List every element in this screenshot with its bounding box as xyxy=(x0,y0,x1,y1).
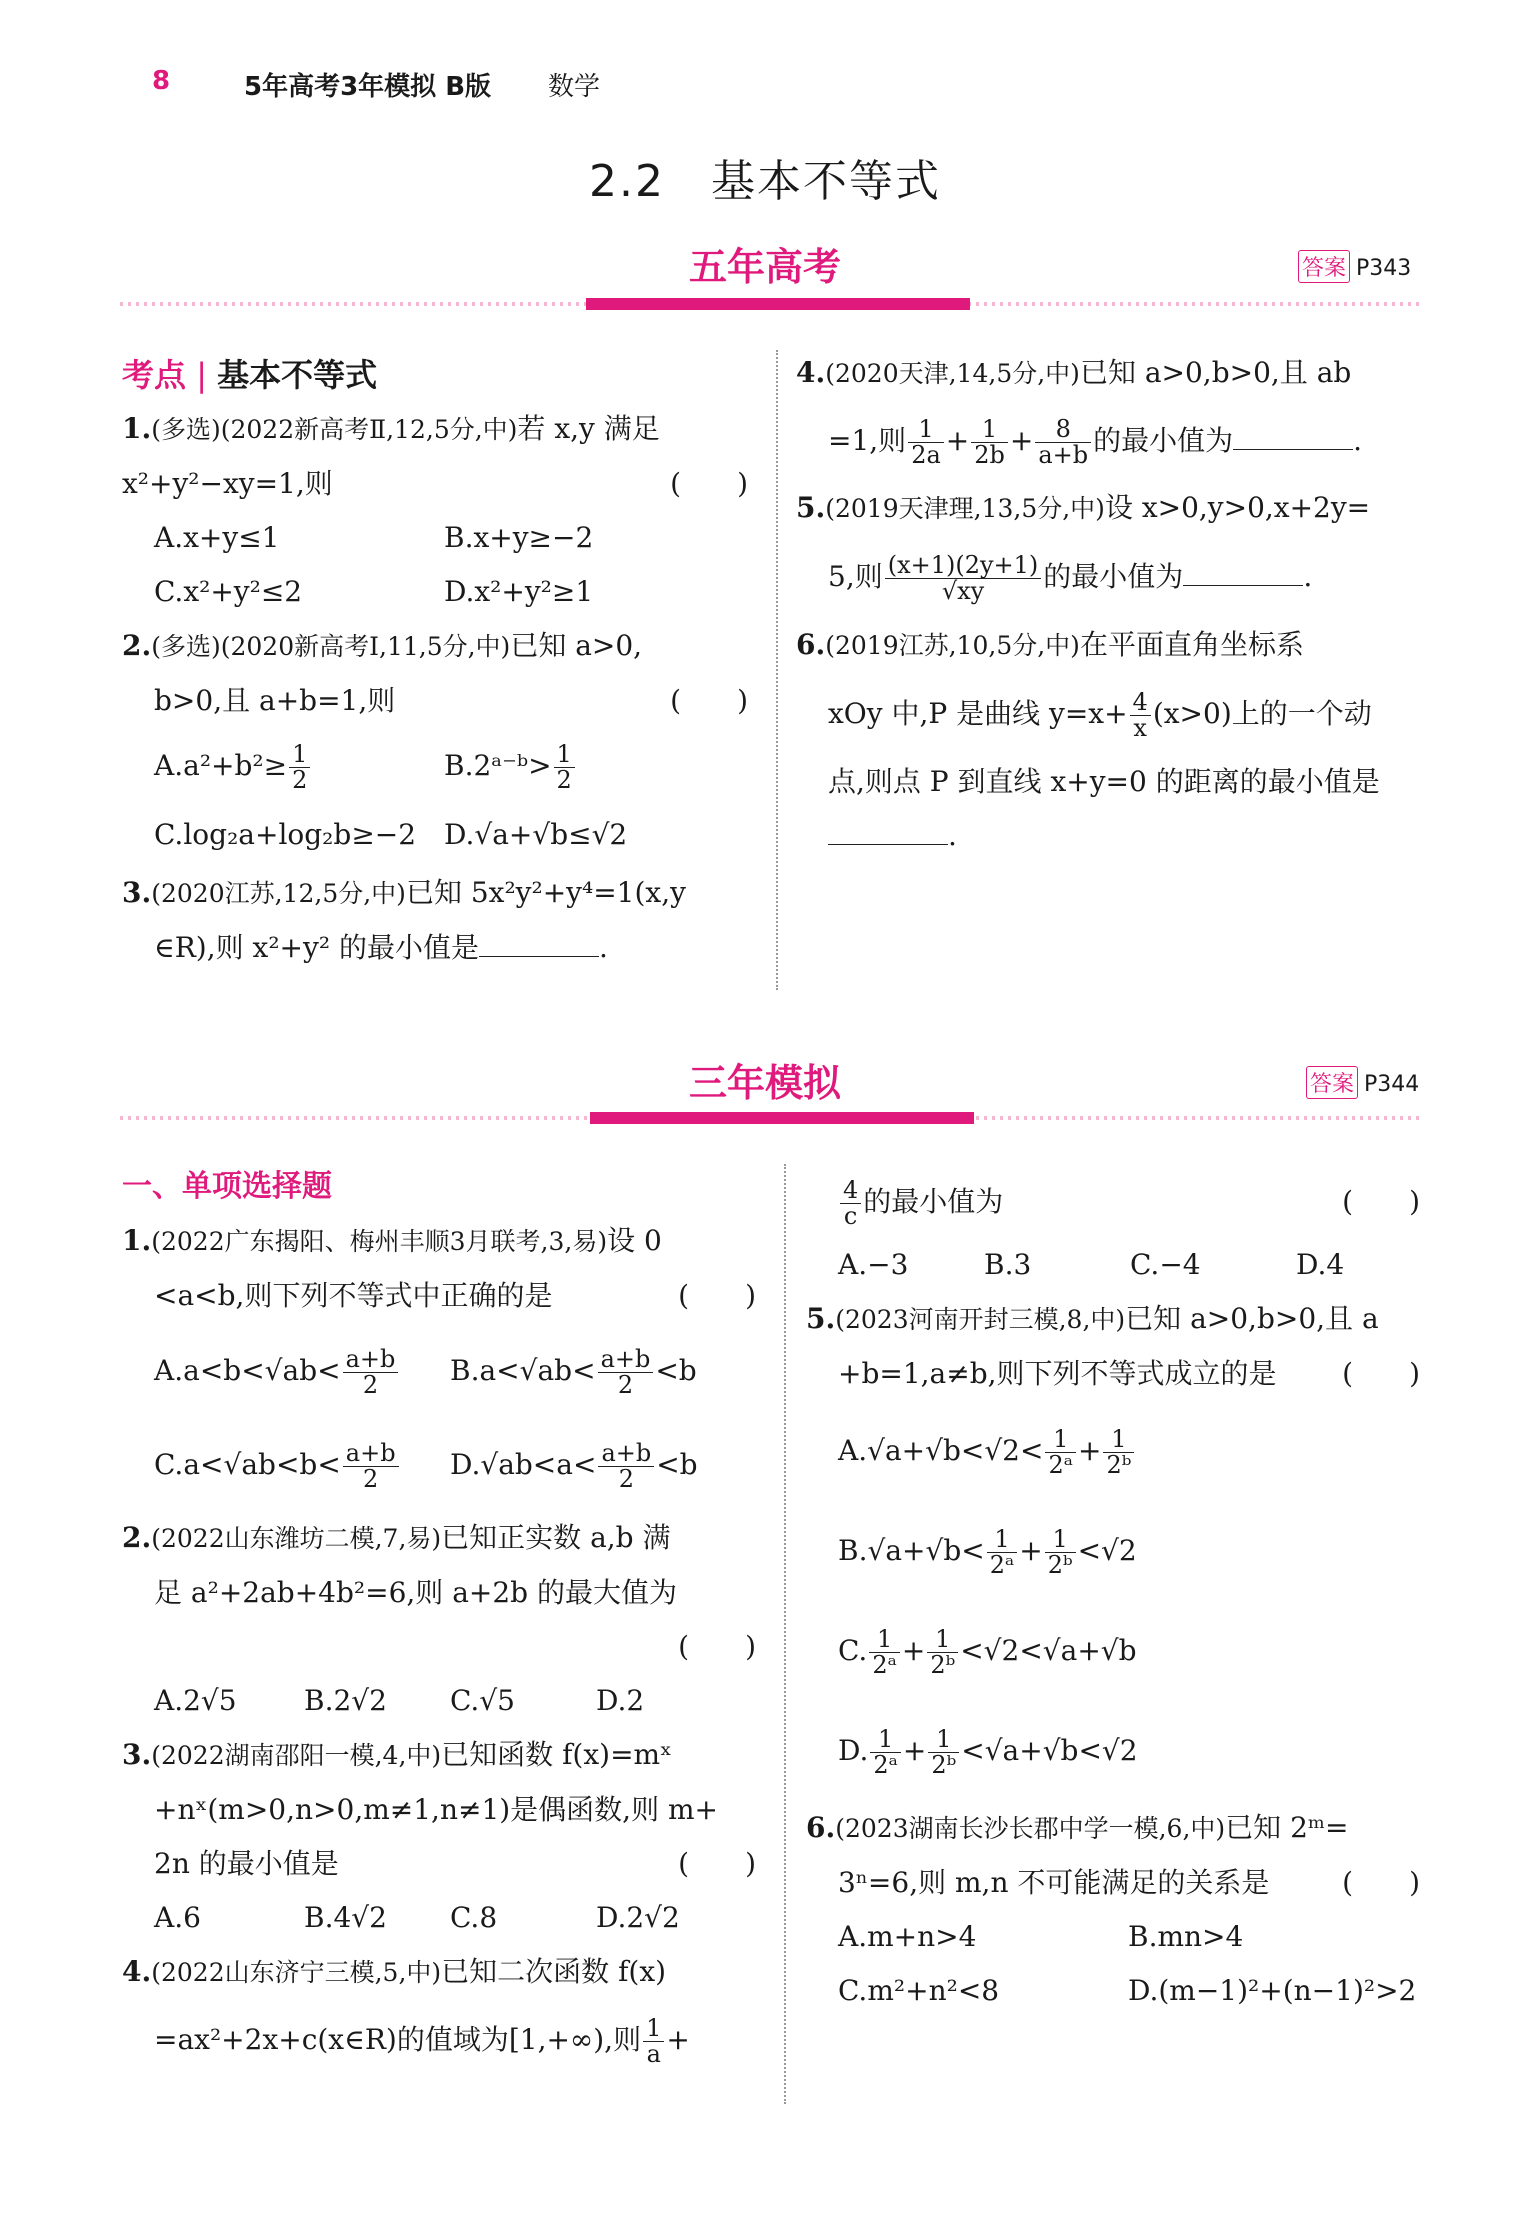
option: C.−4 xyxy=(1130,1248,1201,1281)
book-title: 5年高考3年模拟 B版 xyxy=(244,72,492,102)
column-divider xyxy=(776,350,778,990)
page-number: 8 xyxy=(152,66,171,96)
s2-q5-option-b: B.√a+√b< $\frac{1}{\text{2ᵃ}}$ + $\frac{1}{\text{2ᵇ}}$ <√2 xyxy=(838,1524,1137,1579)
option: D.4 xyxy=(1296,1248,1345,1281)
s1-question-3: 3.(2020江苏,12,5分,中)已知 5x²y²+y⁴=1(x,y xyxy=(122,876,686,909)
option: B.mn>4 xyxy=(1128,1920,1244,1953)
answer-tag: 答案 xyxy=(1306,1066,1358,1099)
section1-left-column: 考点 | 基本不等式 1.(多选)(2022新高考Ⅱ,12,5分,中)若 x,y 满足 x²+y²−xy=1,则 ( ) A.x+y≤1 B.x+y≥−2 C.x²+y²≤2 D.x²+y²≥1 2.(多选)(2020新高考Ⅰ,11,5分,中)已知 a>0, b>0,且 a+b=1,则 ( ) A.a²+b²≥ $\frac{1}{2}$ B.2ᵃ⁻ᵇ> $\frac{1}{2}$ C.log₂a+log₂b≥−2 D.√a+√b≤√2 3.(2020江苏,12,5分,中)已知 5x²y²+y⁴=1(x,y ∈R),则 x²+y² 的最小值是 . xyxy=(122,348,758,975)
option: D.2√2 xyxy=(596,1901,680,1934)
option: A.x+y≤1 xyxy=(154,521,280,554)
running-header xyxy=(0,62,1530,102)
answer-page: P343 xyxy=(1356,256,1412,281)
option: D.(m−1)²+(n−1)²>2 xyxy=(1128,1974,1417,2007)
s2-q5-option-d: D. $\frac{1}{\text{2ᵃ}}$ + $\frac{1}{\text{2ᵇ}}$ <√a+√b<√2 xyxy=(838,1724,1138,1779)
answer-paren: ( ) xyxy=(1342,1185,1420,1218)
s2-q5-option-a: A.√a+√b<√2< $\frac{1}{\text{2ᵃ}}$ + $\frac{1}{\text{2ᵇ}}$ xyxy=(806,1401,1430,1501)
option: A.m+n>4 xyxy=(838,1920,977,1953)
topic-label: 考点 xyxy=(122,356,187,394)
answer-blank xyxy=(828,816,948,845)
section-divider xyxy=(0,298,1530,310)
answer-paren: ( ) xyxy=(670,684,748,717)
s1-q1-options xyxy=(122,511,758,565)
section-divider xyxy=(0,1112,1530,1124)
s2-question-3: 3.(2022湖南邵阳一模,4,中)已知函数 f(x)=mˣ xyxy=(122,1738,672,1771)
option: C.8 xyxy=(450,1901,498,1934)
option: A.−3 xyxy=(838,1248,909,1281)
option: A.a<b<√ab< $\frac{a+b}{2}$ xyxy=(154,1323,450,1419)
option: B.4√2 xyxy=(304,1901,387,1934)
option: D.√ab<a< $\frac{a+b}{2}$ <b xyxy=(450,1438,698,1493)
section1-right-column: 4.(2020天津,14,5分,中)已知 a>0,b>0,且 ab =1,则 $\frac{1}{2a}$ + $\frac{1}{2b}$ + $\frac{8}{a+b}$ 的最小值为 . 5.(2019天津理,13,5分,中)设 x>0,y>0,x+2y= 5,则 $\frac{(x+1)(2y+1)}{√xy}$ 的最小值为 . 6.(2019江苏,10,5分,中)在平面直角坐标系 xOy 中,P 是曲线 y=x+ $\frac{4}{x}$ (x>0)上的一个动 点,则点 P 到直线 x+y=0 的距离的最小值是 . xyxy=(796,346,1430,863)
s2-question-5: 5.(2023河南开封三模,8,中)已知 a>0,b>0,且 a xyxy=(806,1302,1379,1335)
option: B.2√2 xyxy=(304,1684,387,1717)
s1-question-1: 1.(多选)(2022新高考Ⅱ,12,5分,中)若 x,y 满足 x²+y²−xy=1,则 xyxy=(122,412,660,500)
s1-question-6: 6.(2019江苏,10,5分,中)在平面直角坐标系 xyxy=(796,628,1304,661)
topic-heading: 考点 | 基本不等式 xyxy=(122,356,378,394)
answer-paren: ( ) xyxy=(670,467,748,500)
column-divider xyxy=(784,1164,786,2104)
subsection-title: 一、单项选择题 xyxy=(122,1169,332,1204)
chapter-title: 2.2 基本不等式 xyxy=(589,156,941,207)
answer-paren: ( ) xyxy=(1342,1357,1420,1390)
answer-paren: ( ) xyxy=(678,1630,756,1663)
answer-tag: 答案 xyxy=(1298,250,1350,283)
s2-q6-options-ab xyxy=(806,1910,1430,1964)
option: B.x+y≥−2 xyxy=(444,521,594,554)
answer-blank xyxy=(479,928,599,957)
option: C.m²+n²<8 xyxy=(838,1974,1000,2007)
option: A.2√5 xyxy=(154,1684,237,1717)
option: C.√5 xyxy=(450,1684,515,1717)
option: B.a<√ab< $\frac{a+b}{2}$ <b xyxy=(450,1344,697,1399)
s1-question-4: 4.(2020天津,14,5分,中)已知 a>0,b>0,且 ab xyxy=(796,356,1352,389)
s2-q1-options-ab xyxy=(122,1323,766,1419)
s2-q1-options-cd xyxy=(122,1419,766,1511)
s2-q4-continued: $\frac{4}{c}$ 的最小值为 ( ) xyxy=(806,1166,1430,1238)
s2-q3-options xyxy=(122,1891,766,1945)
s2-q4-options xyxy=(806,1238,1430,1292)
s2-question-2: 2.(2022山东潍坊二模,7,易)已知正实数 a,b 满 xyxy=(122,1521,671,1554)
s2-q6-options-cd xyxy=(806,1964,1430,2018)
option: A.a²+b²≥ $\frac{1}{2}$ xyxy=(154,728,444,804)
s2-question-6: 6.(2023湖南长沙长郡中学一模,6,中)已知 2ᵐ= xyxy=(806,1811,1349,1844)
section2-left-column: 一、单项选择题 1.(2022广东揭阳、梅州丰顺3月联考,3,易)设 0 <a<b,则下列不等式中正确的是 ( ) A.a<b<√ab< $\frac{a+b}{2}$ B.a<√ab< $\frac{a+b}{2}$ <b C.a<√ab<b< $\frac{a+b}{2}$ D.√ab<a< $\frac{a+b}{2}$ <b 2.(2022山东潍坊二模,7,易)已知正实数 a,b 满 足 a²+2ab+4b²=6,则 a+2b 的最大值为 ( ) A.2√5 B.2√2 C.√5 D.2 3.(2022湖南邵阳一模,4,中)已知函数 f(x)=mˣ +nˣ(m>0,n>0,m≠1,n≠1)是偶函数,则 m+ 2n 的最小值是 ( ) A.6 B.4√2 C.8 D.2√2 4.(2022山东济宁三模,5,中)已知二次函数 f(x) =ax²+2x+c(x∈R)的值域为[1,+∞),则 $\frac{1}{a}$ + xyxy=(122,1160,766,2080)
option: C.x²+y²≤2 xyxy=(154,575,303,608)
s2-question-1: 1.(2022广东揭阳、梅州丰顺3月联考,3,易)设 0 xyxy=(122,1224,662,1257)
answer-blank xyxy=(1183,557,1303,586)
option: B.2ᵃ⁻ᵇ> $\frac{1}{2}$ xyxy=(444,728,577,804)
option: D.2 xyxy=(596,1684,645,1717)
answer-paren: ( ) xyxy=(678,1847,756,1880)
option: D.√a+√b≤√2 xyxy=(444,818,628,851)
option: B.3 xyxy=(984,1248,1032,1281)
option: A.6 xyxy=(154,1901,201,1934)
answer-page: P344 xyxy=(1364,1072,1420,1097)
answer-paren: ( ) xyxy=(678,1279,756,1312)
section2-right-column: $\frac{4}{c}$ 的最小值为 ( ) A.−3 B.3 C.−4 D.4 5.(2023河南开封三模,8,中)已知 a>0,b>0,且 a +b=1,a≠b,则下列不等式成立的是 ( ) A.√a+√b<√2< $\frac{1}{\text{2ᵃ}}$ + $\frac{1}{\text{2ᵇ}}$ B.√a+√b< $\frac{1}{\text{2ᵃ}}$ + $\frac{1}{\text{2ᵇ}}$ <√2 C. $\frac{1}{\text{2ᵃ}}$ + $\frac{1}{\text{2ᵇ}}$ <√2<√a+√b D. $\frac{1}{\text{2ᵃ}}$ + $\frac{1}{\text{2ᵇ}}$ <√a+√b<√2 6.(2023湖南长沙长郡中学一模,6,中)已知 2ᵐ= 3ⁿ=6,则 m,n 不可能满足的关系是 ( ) A.m+n>4 B.mn>4 C.m²+n²<8 D.(m−1)²+(n−1)²>2 xyxy=(806,1166,1430,2018)
section-title-three-years: 三年模拟 xyxy=(688,1061,841,1105)
option: C.a<√ab<b< $\frac{a+b}{2}$ xyxy=(154,1419,450,1511)
answer-ref xyxy=(1306,1066,1419,1099)
s2-question-4: 4.(2022山东济宁三模,5,中)已知二次函数 f(x) xyxy=(122,1955,667,1988)
s2-q2-options xyxy=(122,1674,766,1728)
section-title-five-years: 五年高考 xyxy=(688,245,841,289)
option: D.x²+y²≥1 xyxy=(444,575,594,608)
s1-question-2: 2.(多选)(2020新高考Ⅰ,11,5分,中)已知 a>0, xyxy=(122,629,643,662)
answer-ref xyxy=(1298,250,1411,283)
answer-paren: ( ) xyxy=(1342,1866,1420,1899)
s1-q2-options-cd xyxy=(122,804,758,866)
answer-blank xyxy=(1233,421,1353,450)
option: C.log₂a+log₂b≥−2 xyxy=(154,818,417,851)
s1-q2-options-ab xyxy=(122,728,758,804)
s2-q5-option-c: C. $\frac{1}{\text{2ᵃ}}$ + $\frac{1}{\text{2ᵇ}}$ <√2<√a+√b xyxy=(838,1624,1137,1679)
subject-label: 数学 xyxy=(548,72,601,102)
topic-title: 基本不等式 xyxy=(217,356,378,394)
s1-question-5: 5.(2019天津理,13,5分,中)设 x>0,y>0,x+2y= xyxy=(796,491,1371,524)
